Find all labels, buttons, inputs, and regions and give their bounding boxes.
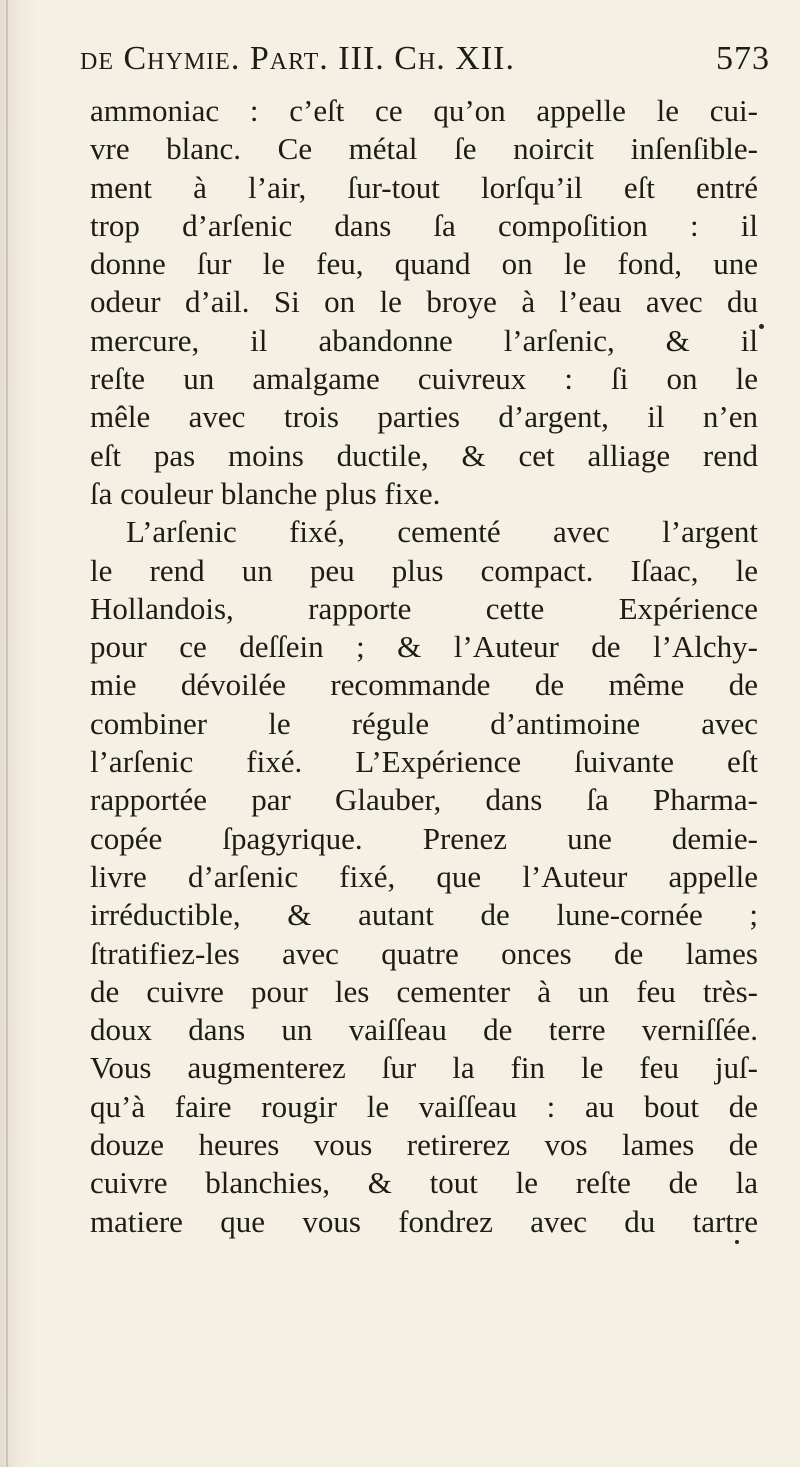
text-line: l’arſenic fixé. L’Expérience ſuivante eſt <box>90 744 758 780</box>
text-line: vre blanc. Ce métal ſe noircit inſenſible- <box>90 131 758 167</box>
text-line: pour ce deſſein ; & l’Auteur de l’Alchy- <box>90 629 758 665</box>
text-line: trop d’arſenic dans ſa compoſition : il <box>90 207 758 243</box>
text-line: de cuivre pour les cementer à un feu très- <box>90 973 758 1009</box>
body-text <box>90 92 758 1241</box>
text-line: eſt pas moins ductile, & cet alliage rend <box>90 437 758 473</box>
text-line: ſa couleur blanche plus fixe. <box>90 475 441 511</box>
text-line: livre d’arſenic fixé, que l’Auteur appelle <box>90 858 758 894</box>
margin-speck <box>735 1240 739 1244</box>
text-line: mêle avec trois parties d’argent, il n’en <box>90 399 758 435</box>
page-gutter-edge <box>6 0 8 1467</box>
running-title: de Chymie. Part. III. Ch. XII. <box>80 40 515 77</box>
text-line: L’arſenic fixé, cementé avec l’argent <box>126 514 758 550</box>
text-line: Vous augmenterez ſur la fin le feu juſ- <box>90 1050 758 1086</box>
text-line: ammoniac : c’eſt ce qu’on appelle le cui- <box>90 93 758 128</box>
text-line: rapportée par Glauber, dans ſa Pharma- <box>90 782 758 818</box>
text-line: odeur d’ail. Si on le broye à l’eau avec du <box>90 284 758 320</box>
text-line: ment à l’air, ſur-tout lorſqu’il eſt entré <box>90 169 758 205</box>
text-line: donne ſur le feu, quand on le fond, une <box>90 246 758 282</box>
text-line: mie dévoilée recommande de même de <box>90 667 758 703</box>
text-line: matiere que vous fondrez avec du tartre <box>90 1203 758 1239</box>
text-line: cuivre blanchies, & tout le reſte de la <box>90 1165 758 1201</box>
text-line: qu’à faire rougir le vaiſſeau : au bout de <box>90 1088 758 1124</box>
running-header <box>40 40 780 92</box>
text-line: doux dans un vaiſſeau de terre verniſſée. <box>90 1012 758 1048</box>
text-line: douze heures vous retirerez vos lames de <box>90 1127 758 1163</box>
text-line: mercure, il abandonne l’arſenic, & il <box>90 322 758 358</box>
text-line: Hollandois, rapporte cette Expérience <box>90 590 758 626</box>
text-line: combiner le régule d’antimoine avec <box>90 705 758 741</box>
page-number: 573 <box>716 40 770 77</box>
text-line: irréductible, & autant de lune-cornée ; <box>90 897 758 933</box>
text-line: reſte un amalgame cuivreux : ſi on le <box>90 361 758 397</box>
margin-speck <box>759 324 764 329</box>
text-line: le rend un peu plus compact. Iſaac, le <box>90 552 758 588</box>
text-line: ſtratifiez-les avec quatre onces de lames <box>90 935 758 971</box>
text-line: copée ſpagyrique. Prenez une demie- <box>90 820 758 856</box>
